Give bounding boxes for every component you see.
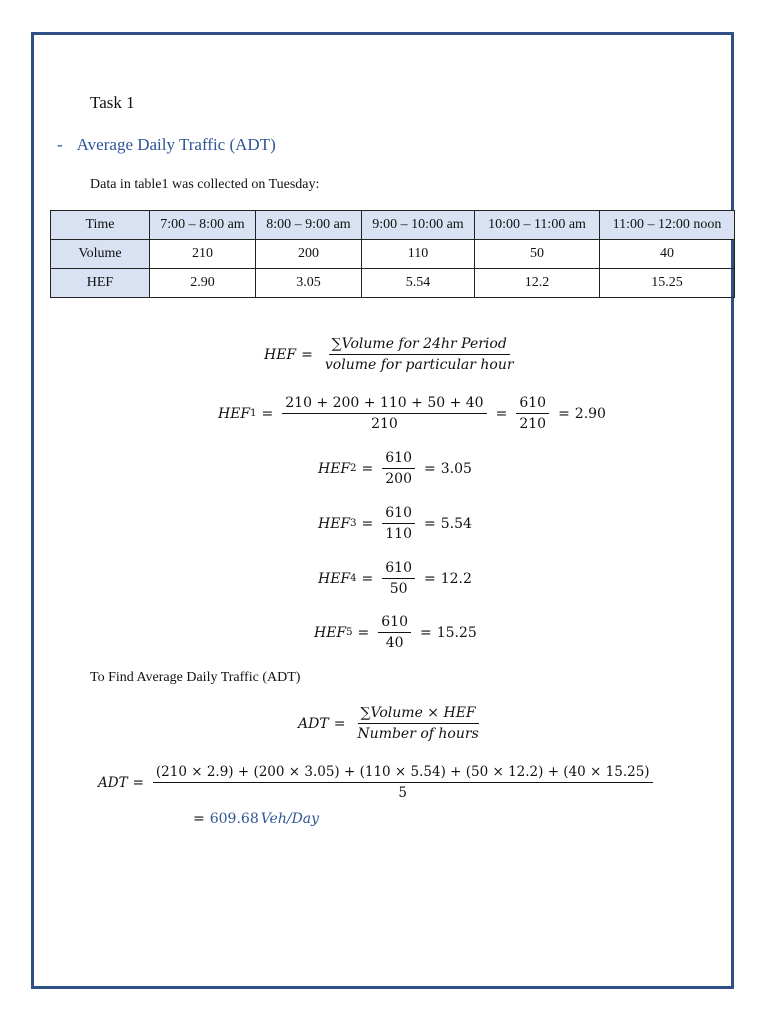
subscript: 5	[346, 627, 353, 638]
table-cell: 2.90	[150, 269, 256, 298]
equation-lhs: ADT	[98, 774, 128, 791]
fraction	[378, 614, 411, 651]
subscript: 4	[350, 573, 357, 584]
table-cell: 50	[475, 240, 600, 269]
table-cell: 40	[600, 240, 735, 269]
table-header-cell: 7:00 – 8:00 am	[150, 211, 256, 240]
table-cell: 3.05	[256, 269, 362, 298]
numerator: 610	[516, 395, 549, 414]
fraction	[382, 505, 415, 542]
result-value: 3.05	[440, 460, 472, 477]
numerator: 610	[378, 614, 411, 633]
denominator: Number of hours	[357, 726, 479, 742]
numerator: 210 + 200 + 110 + 50 + 40	[282, 395, 486, 414]
table-row	[51, 240, 735, 269]
hef3-equation: HEF 3 = $\frac{610}{110}$ = 5.54	[318, 505, 472, 542]
numerator: (210 × 2.9) + (200 × 3.05) + (110 × 5.54) + (50 × 12.2) + (40 × 15.25)	[153, 764, 653, 783]
denominator: 200	[385, 471, 412, 487]
equation-lhs: ADT	[298, 715, 329, 732]
fraction	[153, 764, 653, 801]
fraction	[282, 395, 486, 432]
denominator: 210	[371, 416, 398, 432]
equation-lhs: HEF	[264, 346, 297, 363]
section-heading-text: Average Daily Traffic (ADT)	[76, 135, 276, 154]
fraction	[382, 560, 415, 597]
result-value: 2.90	[574, 405, 606, 422]
result-value: 5.54	[440, 515, 472, 532]
hef5-equation: HEF 5 = $\frac{610}{40}$ = 15.25	[314, 614, 477, 651]
table-row	[51, 269, 735, 298]
table-header-cell: 8:00 – 9:00 am	[256, 211, 362, 240]
hef-table	[50, 210, 735, 298]
task-title: Task 1	[90, 93, 135, 112]
equation-lhs: HEF	[314, 624, 347, 641]
result-value: 15.25	[436, 624, 477, 641]
table-cell: 15.25	[600, 269, 735, 298]
section-heading	[57, 135, 276, 155]
hef1-equation: HEF 1 = $\frac{210 + 200 + 110 + 50 + 40}{210}$ = $\frac{610}{210}$ = 2.90	[218, 395, 606, 432]
numerator: 610	[382, 505, 415, 524]
denominator: 40	[385, 635, 404, 651]
table-cell: 5.54	[362, 269, 475, 298]
hef2-equation: HEF 2 = $\frac{610}{200}$ = 3.05	[318, 450, 472, 487]
denominator: volume for particular hour	[324, 357, 514, 373]
row-label: HEF	[51, 269, 150, 298]
subscript: 3	[350, 518, 357, 529]
fraction	[322, 336, 517, 373]
adt-heading: To Find Average Daily Traffic (ADT)	[90, 670, 301, 685]
denominator: 50	[389, 581, 408, 597]
subscript: 1	[250, 408, 257, 419]
numerator: 610	[382, 560, 415, 579]
table-header-cell: 10:00 – 11:00 am	[475, 211, 600, 240]
table-cell: 110	[362, 240, 475, 269]
adt-result: = 609.68 Veh/Day	[193, 811, 320, 827]
adt-calculation-equation: ADT = (210 × 2.9) + (200 × 3.05) + (110 × 5.54) + (50 × 12.2) + (40 × 15.25) 5	[98, 764, 657, 801]
hef-definition-equation: HEF = $\frac{\text{∑Volume for 24hr Period}}{\text{volume for particular hour}}$	[264, 336, 521, 373]
fraction	[382, 450, 415, 487]
table-header-cell: 9:00 – 10:00 am	[362, 211, 475, 240]
denominator: 5	[398, 785, 408, 801]
table-header-cell: 11:00 – 12:00 noon	[600, 211, 735, 240]
result-value: 609.68	[209, 811, 259, 827]
table-cell: 200	[256, 240, 362, 269]
equation-lhs: HEF	[318, 515, 351, 532]
row-label: Volume	[51, 240, 150, 269]
table-header-row	[51, 211, 735, 240]
equation-lhs: HEF	[318, 460, 351, 477]
denominator: 210	[519, 416, 547, 432]
numerator: ∑Volume for 24hr Period	[329, 336, 510, 355]
numerator: 610	[382, 450, 415, 469]
subscript: 2	[350, 463, 357, 474]
result-unit: Veh/Day	[260, 811, 320, 827]
table-cell: 12.2	[475, 269, 600, 298]
result-value: 12.2	[440, 570, 472, 587]
intro-text: Data in table1 was collected on Tuesday:	[90, 177, 320, 192]
hef4-equation: HEF 4 = $\frac{610}{50}$ = 12.2	[318, 560, 472, 597]
adt-definition-equation: ADT = $\frac{\text{∑Volume × HEF}}{\text{Number of hours}}$	[298, 705, 486, 742]
section-dash: -	[57, 135, 63, 154]
numerator: ∑Volume × HEF	[358, 705, 479, 724]
equation-lhs: HEF	[318, 570, 351, 587]
equation-lhs: HEF	[218, 405, 251, 422]
denominator: 110	[385, 526, 412, 542]
fraction	[516, 395, 549, 432]
table-cell: 210	[150, 240, 256, 269]
fraction	[354, 705, 481, 742]
table-header-cell: Time	[51, 211, 150, 240]
